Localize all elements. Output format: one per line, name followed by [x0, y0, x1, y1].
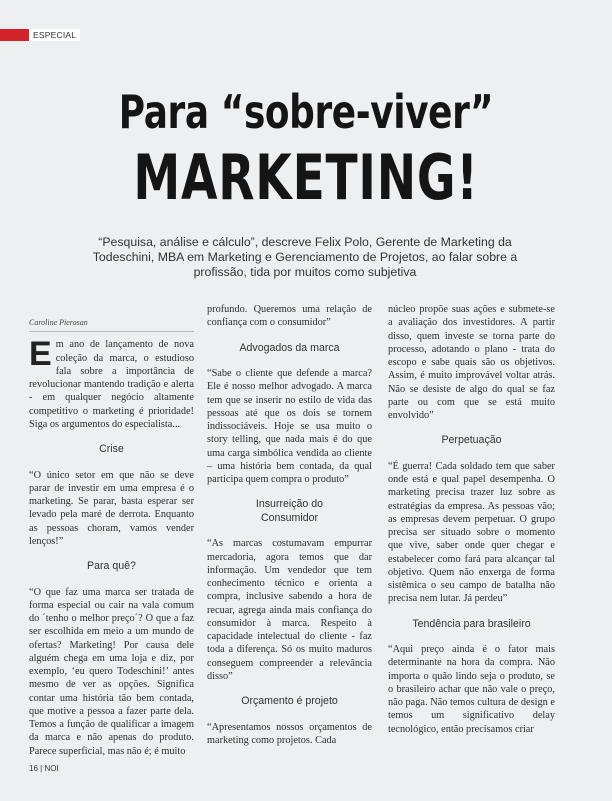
magazine-name: NOI: [44, 764, 59, 773]
headline-line-2: MARKETING!: [133, 141, 479, 214]
subhead-para-que: Para quê?: [87, 560, 136, 572]
para-que-paragraph: “O que faz uma marca ser tratada de forma especial ou cair na vala comum do ´tenho o melhor preço´? O que a faz ser escolhida em meio a um mundo de ofertas? Marketing! Por causa dele alguém chega em uma loja e diz, por exemplo, ‘eu quero Todeschini!’ antes mesmo de ver as opções. Significa contar uma história tão bem contada, que motive a pessoa a fazer parte dela. Temos a função de qualificar a imagem da marca e não apenas do produto. Parece superficial, mas não é; é muito: [29, 586, 194, 757]
headline-line-1: Para “sobre-viver”: [118, 85, 494, 139]
page-footer: [29, 764, 59, 773]
section-bar: [0, 29, 80, 41]
subhead-orcamento: Orçamento é projeto: [241, 695, 338, 707]
crise-paragraph: “O único setor em que não se deve parar de investir em uma empresa é o marketing. Se parar, basta esperar ser levado pela maré de derrota. Enquanto as pessoas choram, vamos vender lenços!”: [29, 469, 194, 547]
insurreicao-paragraph: “As marcas costumavam empurrar mercadoria, agora temos que dar informação. Um vendedor que tem conhecimento técnico e orienta a compra, inclusive sabendo a hora de recuar, agrega ainda mais confiança do consumidor à marca. Respeito à capacidade intelectual do cliente - faz toda a diferença. Só os muito maduros conseguem compreender a relevância disso”: [207, 538, 372, 682]
page-number: 16: [29, 764, 38, 773]
continuation-paragraph: profundo. Queremos uma relação de confiança com o consumidor”: [207, 304, 372, 329]
tendencia-paragraph: “Aqui preço ainda é o fator mais determinante na hora da compra. Não importa o quão lindo seja o produto, se o brasileiro achar que não vale o preço, não paga. Não temos cultura de design e temos um significativo delay tecnológico, então precisamos criar: [388, 644, 555, 735]
intro-paragraph: [29, 335, 194, 431]
subhead-perpetuacao: Perpetuação: [441, 434, 502, 447]
section-color-block: [0, 29, 29, 41]
lead-paragraph: “Pesquisa, análise e cálculo”, descreve Felix Polo, Gerente de Marketing da Todeschini, MBA em Marketing e Gerenciamento de Projetos, ao falar sobre a profissão, tida por muitos como subjetiva: [92, 235, 518, 279]
subhead-tendencia: Tendência para brasileiro: [412, 617, 531, 630]
footer-separator: |: [40, 764, 43, 773]
subhead-advogados: Advogados da marca: [239, 341, 340, 354]
intro-text: m ano de lançamento de nova coleção da marca, o estudioso fala sobre a importância de revolucionar mantendo tradição e alerta - em qualquer negócio altamente competitivo o marketing é prioridade! Siga os argumentos do especialista...: [29, 339, 194, 430]
column-1: [29, 300, 194, 758]
byline: Caroline Pierosan: [29, 300, 194, 332]
subhead-insurreicao: Insurreição do Consumidor: [255, 498, 324, 524]
column-2: [207, 303, 372, 747]
subhead-crise: Crise: [99, 443, 124, 455]
section-tag: ESPECIAL: [29, 29, 80, 41]
column-3: [388, 303, 555, 736]
continuation-paragraph: núcleo propõe suas ações e submete-se a avaliação dos investidores. A partir disso, quem investe se torna parte do processo, adotando o plano - trata do escopo e sabe quais são os objetivos. Assim, é muito improvável voltar atrás. Não se desiste de algo do qual se faz parte ou com que se está muito envolvido”: [388, 304, 555, 421]
drop-cap: E: [29, 335, 52, 374]
perpetuacao-paragraph: “É guerra! Cada soldado tem que saber onde está e qual papel desempenha. O marketing precisa trazer luz sobre as estratégias da empresa. As pessoas vão; as empresas devem perpetuar. O grupo precisa ser situado sobre o momento que vive, saber onde quer chegar e estabelecer como fará para alcançar tal objetivo. Quem não enxerga de forma sistêmica o seu campo de batalha não precisa nem lutar. Já perdeu”: [388, 460, 555, 605]
advogados-paragraph: “Sabe o cliente que defende a marca? Ele é nosso melhor advogado. A marca tem que se inserir no estilo de vida das pessoas até que os dois se tornem indissociáveis. Hoje se usa muito o story telling, que nada mais é do que uma carga simbólica vendida ao cliente – uma história bem contada, da qual participa quem compra o produto”: [207, 368, 372, 485]
orcamento-paragraph: “Apresentamos nossos orçamentos de marketing como projetos. Cada: [207, 721, 372, 746]
